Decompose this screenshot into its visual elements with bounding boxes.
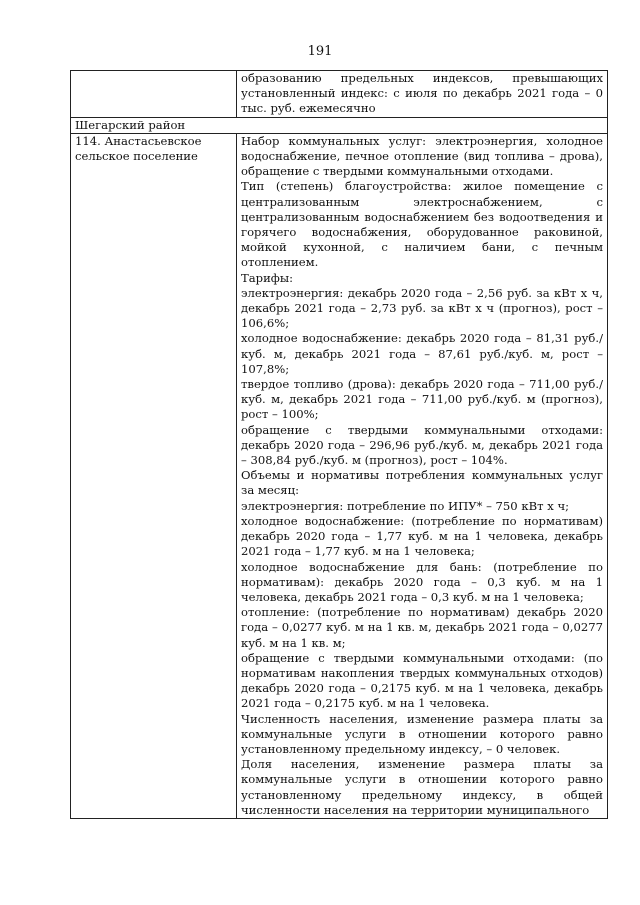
settlement-name: 114. Анастасьевское сельское поселение <box>75 133 202 164</box>
tariffs-heading: Тарифы: <box>241 270 294 285</box>
improvement-type-paragraph: Тип (степень) благоустройства: жилое помещение с централизованным электроснабжением, с централизованным водоснабжением без водоотведения и горячего водоснабжения, оборудованное раковиной, мойкой кухонной, с наличием бани, с печным отоплением. <box>241 179 603 270</box>
district-label: Шегарский район <box>75 117 186 132</box>
volume-cold-water-baths: холодное водоснабжение для бань: (потребление по нормативам): декабрь 2020 года – 0,3 куб. м на 1 человека, декабрь 2021 года – 0,3 куб. м на 1 человека; <box>241 559 603 604</box>
services-set-paragraph: Набор коммунальных услуг: электроэнергия, холодное водоснабжение, печное отопление (вид топлива – дрова), обращение с твердыми коммунальными отходами. <box>241 133 603 179</box>
page-number: 191 <box>307 44 333 59</box>
population-share-paragraph: Доля населения, изменение размера платы за коммунальные услуги в отношении которого равно установленному предельному индексу, в общей численности населения на территории муниципального <box>241 757 603 817</box>
tariff-electricity: электроэнергия: декабрь 2020 года – 2,56 руб. за кВт х ч, декабрь 2021 года – 2,73 руб. за кВт х ч (прогноз), рост – 106,6%; <box>241 285 603 331</box>
table-row-continuation <box>71 71 608 118</box>
tariff-table <box>70 70 608 819</box>
continuation-right-cell <box>237 71 608 118</box>
continuation-left-cell <box>71 71 237 118</box>
table-row-district <box>71 117 608 133</box>
settlement-description-cell <box>237 133 608 818</box>
continuation-paragraph: образованию предельных индексов, превышающих установленный индекс: с июля по декабрь 2021 года – 0 тыс. руб. ежемесячно <box>241 71 603 116</box>
district-cell <box>71 117 608 133</box>
table-row-settlement <box>71 133 608 818</box>
settlement-name-cell <box>71 133 237 818</box>
tariff-cold-water: холодное водоснабжение: декабрь 2020 года – 81,31 руб./куб. м, декабрь 2021 года – 87,61 руб./куб. м, рост – 107,8%; <box>241 331 603 376</box>
population-count-paragraph: Численность населения, изменение размера платы за коммунальные услуги в отношении которого равно установленному предельному индексу, – 0 человек. <box>241 711 603 756</box>
tariff-solid-fuel: твердое топливо (дрова): декабрь 2020 года – 711,00 руб./куб. м, декабрь 2021 года – 711,00 руб./куб. м (прогноз), рост – 100%; <box>241 377 603 422</box>
volume-heating: отопление: (потребление по нормативам) декабрь 2020 года – 0,0277 куб. м на 1 кв. м, декабрь 2021 года – 0,0277 куб. м на 1 кв. м; <box>241 605 603 650</box>
volume-cold-water: холодное водоснабжение: (потребление по нормативам) декабрь 2020 года – 1,77 куб. м на 1 человека, декабрь 2021 года – 1,77 куб. м на 1 человека; <box>241 513 603 559</box>
tariff-solid-waste: обращение с твердыми коммунальными отходами: декабрь 2020 года – 296,96 руб./куб. м, декабрь 2021 года – 308,84 руб./куб. м (прогноз), рост – 104%. <box>241 422 603 468</box>
volume-solid-waste: обращение с твердыми коммунальными отходами: (по нормативам накопления твердых коммунальных отходов) декабрь 2020 года – 0,2175 куб. м на 1 человека, декабрь 2021 года – 0,2175 куб. м на 1 человека. <box>241 650 603 711</box>
volumes-heading: Объемы и нормативы потребления коммунальных услуг за месяц: <box>241 468 603 498</box>
volume-electricity: электроэнергия: потребление по ИПУ* – 750 кВт х ч; <box>241 498 570 513</box>
